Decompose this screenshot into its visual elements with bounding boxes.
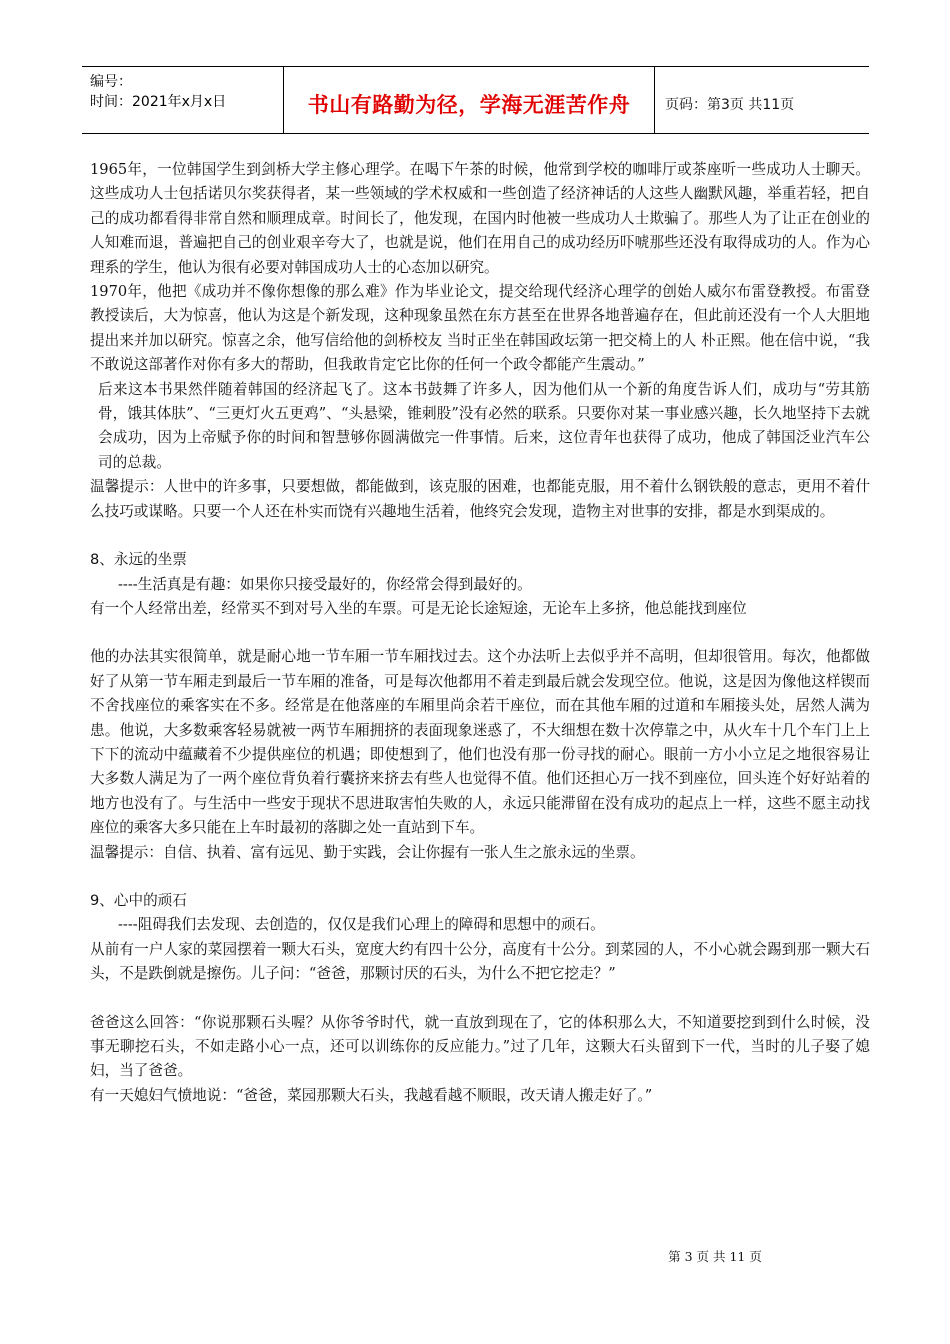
tip-paragraph: 温馨提示：自信、执着、富有远见、勤于实践，会让你握有一张人生之旅永远的坐票。 — [90, 843, 645, 861]
document-body — [90, 158, 870, 1108]
paragraph: 从前有一户人家的菜园摆着一颗大石头，宽度大约有四十公分，高度有十公分。到菜园的人，不小心就会踢到那一颗大石头，不是跌倒就是擦伤。儿子问：“爸爸，那颗讨厌的石头，为什么不把它挖走？” — [90, 940, 870, 983]
section-subtitle: ----阻碍我们去发现、去创造的，仅仅是我们心理上的障碍和思想中的顽石。 — [118, 916, 605, 934]
header-motto: 书山有路勤为径，学海无涯苦作舟 — [307, 93, 631, 117]
paragraph: 有一个人经常出差，经常买不到对号入坐的车票。可是无论长途短途，无论车上多挤，他总能找到座位 — [90, 599, 747, 617]
spacer — [90, 987, 870, 1011]
header-page-info-cell — [655, 67, 869, 133]
section-heading: 9、心中的顽石 — [90, 891, 187, 909]
spacer — [90, 865, 870, 889]
header-motto-cell — [284, 67, 655, 133]
paragraph: 1965年，一位韩国学生到剑桥大学主修心理学。在喝下午茶的时候，他常到学校的咖啡厅或茶座听一些成功人士聊天。这些成功人士包括诺贝尔奖获得者，某一些领域的学术权威和一些创造了经济神话的人这些人幽默风趣，举重若轻，把自己的成功都看得非常自然和顺理成章。时间长了，他发现，在国内时他被一些成功人士欺骗了。那些人为了让正在创业的人知难而退，普遍把自己的创业艰辛夸大了，也就是说，他们在用自己的成功经历吓唬那些还没有取得成功的人。作为心理系的学生，他认为很有必要对韩国成功人士的心态加以研究。 — [90, 161, 870, 276]
paragraph: 1970年，他把《成功并不像你想像的那么难》作为毕业论文，提交给现代经济心理学的创始人威尔布雷登教授。布雷登教授读后，大为惊喜，他认为这是个新发现，这种现象虽然在东方甚至在世界各地普遍存在，但此前还没有一个人大胆地提出来并加以研究。惊喜之余，他写信给他的剑桥校友 当时正坐在韩国政坛第一把交椅上的人 朴正熙。他在信中说，“我不敢说这部著作对你有多大的帮助，但我敢肯定它比你的任何一个政令都能产生震动。” — [90, 283, 870, 374]
header-page-info: 页码：第3页 共11页 — [665, 97, 795, 113]
paragraph: 爸爸这么回答：“你说那颗石头喔？从你爷爷时代，就一直放到现在了，它的体积那么大，不知道要挖到到什么时候，没事无聊挖石头，不如走路小心一点，还可以训练你的反应能力。”过了几年，这颗大石头留到下一代，当时的儿子娶了媳妇，当了爸爸。 — [90, 1013, 870, 1080]
footer-page-number: 第 3 页 共 11 页 — [668, 1249, 762, 1264]
tip-paragraph: 温馨提示：人世中的许多事，只要想做，都能做到，该克服的困难，也都能克服，用不着什么钢铁般的意志，更用不着什么技巧或谋略。只要一个人还在朴实而饶有兴趣地生活着，他终究会发现，造物主对世事的安排，都是水到渠成的。 — [90, 478, 870, 520]
section-subtitle: ----生活真是有趣：如果你只接受最好的，你经常会得到最好的。 — [118, 575, 532, 593]
paragraph: 有一天媳妇气愤地说：“爸爸，菜园那颗大石头，我越看越不顺眼，改天请人搬走好了。” — [90, 1086, 653, 1104]
header-meta — [82, 67, 284, 133]
page-header — [82, 66, 869, 134]
spacer — [90, 621, 870, 645]
paragraph: 他的办法其实很简单，就是耐心地一节车厢一节车厢找过去。这个办法听上去似乎并不高明，但却很管用。每次，他都做好了从第一节车厢走到最后一节车厢的准备，可是每次他都用不着走到最后就会发现空位。他说，这是因为像他这样锲而不舍找座位的乘客实在不多。经常是在他落座的车厢里尚余若干座位，而在其他车厢的过道和车厢接头处，居然人满为患。他说，大多数乘客轻易就被一两节车厢拥挤的表面现象迷惑了，不大细想在数十次停靠之中，从火车十几个车门上上下下的流动中蕴藏着不少提供座位的机遇；即使想到了，他们也没有那一份寻找的耐心。眼前一方小小立足之地很容易让大多数人满足为了一两个座位背负着行囊挤来挤去有些人也觉得不值。他们还担心万一找不到座位，回头连个好好站着的地方也没有了。与生活中一些安于现状不思进取害怕失败的人，永远只能滞留在没有成功的起点上一样，这些不愿主动找座位的乘客大多只能在上车时最初的落脚之处一直站到下车。 — [90, 648, 870, 837]
section-heading: 8、永远的坐票 — [90, 551, 187, 569]
spacer — [90, 524, 870, 548]
paragraph: 后来这本书果然伴随着韩国的经济起飞了。这本书鼓舞了许多人，因为他们从一个新的角度告诉人们，成功与“劳其筋骨，饿其体肤”、“三更灯火五更鸡”、“头悬梁，锥刺股”没有必然的联系。只要你对某一事业感兴趣，长久地坚持下去就会成功，因为上帝赋予你的时间和智慧够你圆满做完一件事情。后来，这位青年也获得了成功，他成了韩国泛业汽车公司的总裁。 — [98, 380, 870, 471]
page-footer — [0, 1247, 950, 1265]
document-date: 时间：2021年x月x日 — [90, 94, 227, 110]
document-number: 编号： — [90, 74, 132, 90]
